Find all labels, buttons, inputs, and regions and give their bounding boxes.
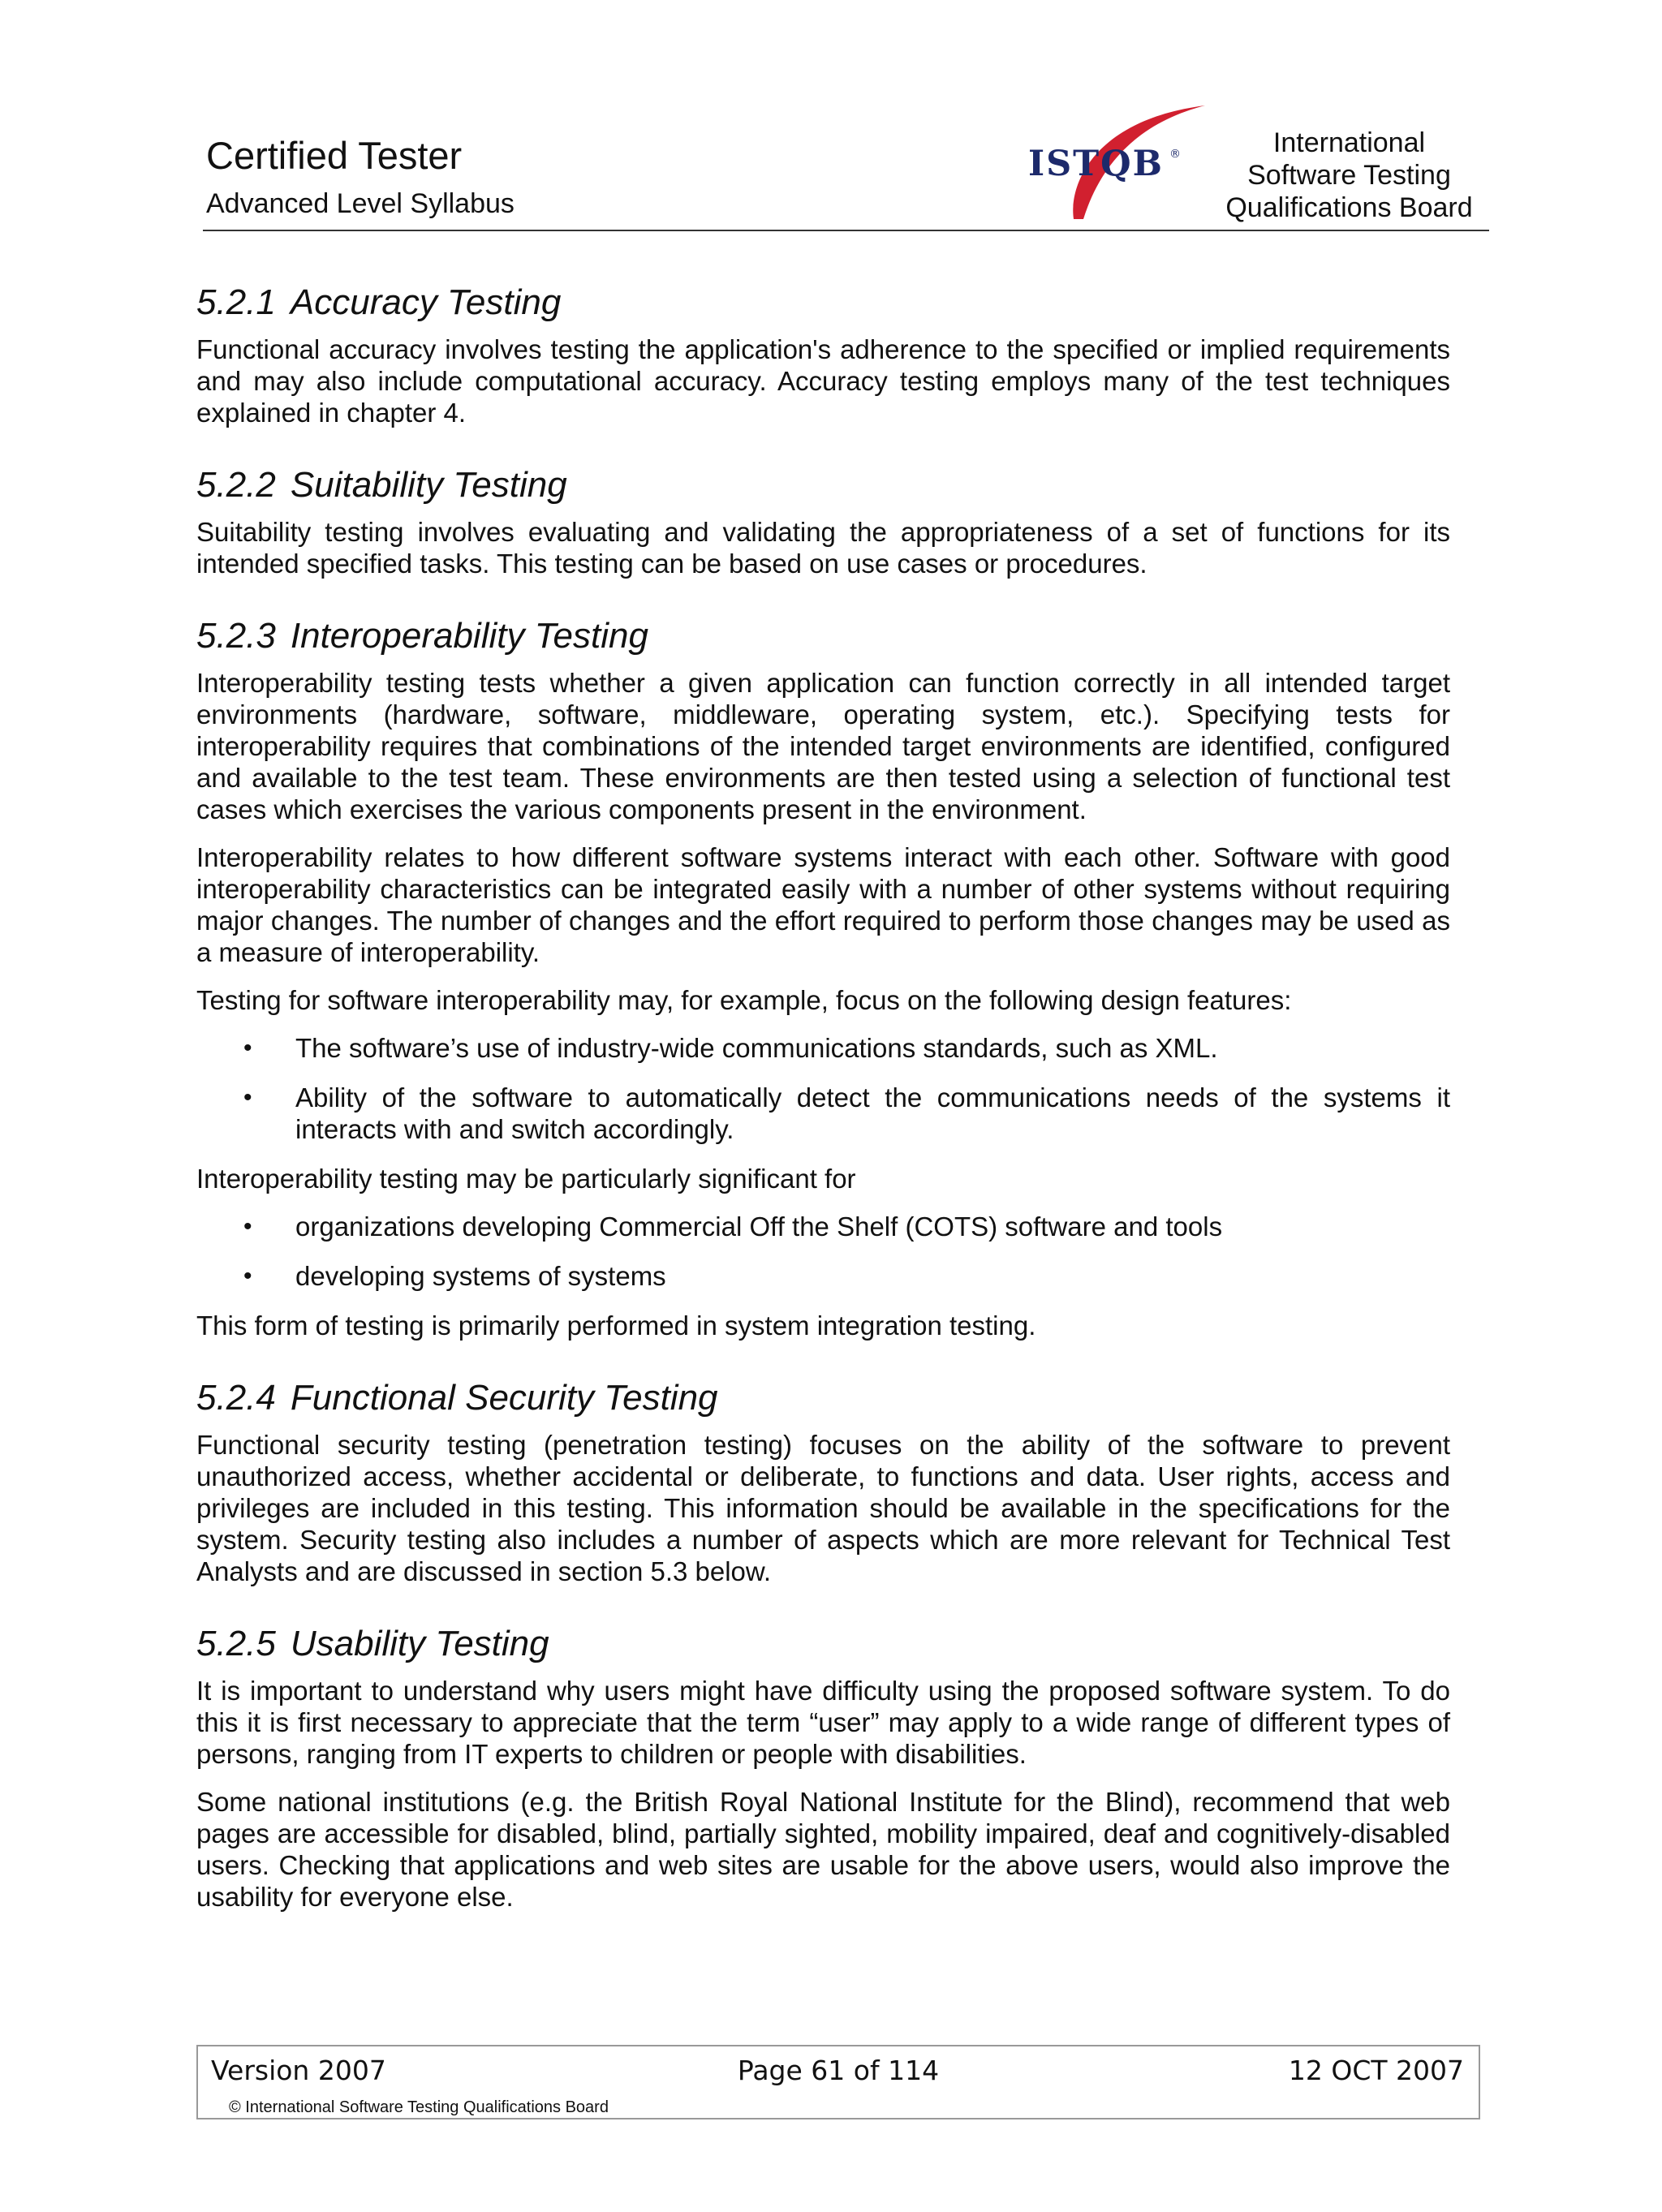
bullet-icon: • — [243, 1035, 252, 1061]
org-line: International — [1272, 127, 1426, 158]
paragraph: This form of testing is primarily performed in system integration testing. — [196, 1310, 1036, 1341]
logo-wordmark: ISTQB — [1028, 144, 1164, 184]
list-item — [196, 1211, 1450, 1242]
istqb-logo — [1027, 97, 1481, 227]
istqb-logo-mark-icon — [1027, 97, 1221, 227]
section-heading — [196, 463, 1450, 508]
paragraph: Interoperability testing may be particularly significant for — [196, 1164, 856, 1194]
bullet-icon: • — [243, 1263, 252, 1289]
list-item — [196, 1260, 1450, 1292]
org-name — [1209, 127, 1489, 224]
document-title: Certified Tester — [206, 134, 463, 177]
section-number: 5.2.2 — [196, 465, 276, 505]
list-item — [196, 1082, 1450, 1145]
section-title: Functional Security Testing — [290, 1378, 718, 1418]
paragraph: Functional security testing (penetration testing) focuses on the ability of the software to prevent unauthorized access, whether accidental or deliberate, to functions and data. User rights, access and privileges are included in this testing. This information should be available in the specifications for the system. Security testing also includes a number of aspects which are more relevant for Technical Test Analysts and are discussed in section 5.3 below. — [196, 1430, 1450, 1586]
section-title: Usability Testing — [290, 1624, 549, 1663]
section-heading — [196, 1621, 1450, 1667]
section-title: Accuracy Testing — [290, 282, 562, 322]
list-item — [196, 1032, 1450, 1064]
bullet-list — [196, 1211, 1450, 1292]
paragraph: Testing for software interoperability may, for example, focus on the following design features: — [196, 985, 1292, 1015]
bullet-list — [196, 1032, 1450, 1145]
page-header — [203, 97, 1489, 231]
section-number: 5.2.3 — [196, 616, 276, 656]
paragraph: Some national institutions (e.g. the British Royal National Institute for the Blind), recommend that web pages are accessible for disabled, blind, partially sighted, mobility impaired, deaf and cognitively-disabled users. Checking that applications and web sites are usable for the above users, would also improve the usability for everyone else. — [196, 1787, 1450, 1912]
section-5-2-2 — [196, 463, 1450, 579]
org-line: Software Testing — [1247, 160, 1451, 191]
bullet-icon: • — [243, 1084, 252, 1111]
section-title: Interoperability Testing — [290, 616, 648, 656]
list-item-text: organizations developing Commercial Off the Shelf (COTS) software and tools — [295, 1211, 1223, 1242]
list-item-text: The software’s use of industry-wide communications standards, such as XML. — [295, 1033, 1218, 1063]
logo-registered-mark: ® — [1169, 148, 1181, 161]
paragraph: Interoperability testing tests whether a given application can function correctly in all intended target environments (hardware, software, middleware, operating system, etc.). Specifying tests for interoperability requires that combinations of the intended target environments are identified, configured and available to the test team. These environments are then tested using a selection of functional test cases which exercises the various components present in the environment. — [196, 668, 1450, 824]
footer-page-number: Page 61 of 114 — [737, 2055, 940, 2086]
section-number: 5.2.4 — [196, 1378, 276, 1418]
paragraph: It is important to understand why users might have difficulty using the proposed software system. To do this it is first necessary to appreciate that the term “user” may apply to a wide range of different types of persons, ranging from IT experts to children or people with disabilities. — [196, 1676, 1450, 1769]
section-5-2-1 — [196, 280, 1450, 428]
section-5-2-5 — [196, 1621, 1450, 1913]
section-number: 5.2.1 — [196, 282, 276, 322]
org-line: Qualifications Board — [1225, 192, 1473, 223]
header-divider — [203, 230, 1489, 231]
paragraph: Functional accuracy involves testing the application's adherence to the specified or implied requirements and may also include computational accuracy. Accuracy testing employs many of the test techniques explained in chapter 4. — [196, 334, 1450, 428]
footer-copyright: © International Software Testing Qualifications Board — [229, 2098, 609, 2116]
section-5-2-4 — [196, 1375, 1450, 1587]
paragraph: Interoperability relates to how different software systems interact with each other. Software with good interoperability characteristics can be integrated easily with a number of other systems without requiring major changes. The number of changes and the effort required to perform those changes may be used as a measure of interoperability. — [196, 842, 1450, 967]
section-heading — [196, 280, 1450, 325]
section-heading — [196, 1375, 1450, 1421]
bullet-icon: • — [243, 1213, 252, 1240]
page-body — [196, 280, 1450, 1947]
document-subtitle: Advanced Level Syllabus — [206, 188, 515, 219]
footer-date: 12 OCT 2007 — [1288, 2055, 1464, 2086]
section-title: Suitability Testing — [290, 465, 567, 505]
section-number: 5.2.5 — [196, 1624, 276, 1663]
section-heading — [196, 613, 1450, 659]
paragraph: Suitability testing involves evaluating and validating the appropriateness of a set of functions for its intended specified tasks. This testing can be based on use cases or procedures. — [196, 517, 1450, 579]
list-item-text: Ability of the software to automatically detect the communications needs of the systems it interacts with and switch accordingly. — [295, 1082, 1450, 1144]
list-item-text: developing systems of systems — [295, 1261, 666, 1291]
section-5-2-3 — [196, 613, 1450, 1341]
page-footer — [196, 2045, 1480, 2119]
footer-version: Version 2007 — [211, 2055, 386, 2086]
